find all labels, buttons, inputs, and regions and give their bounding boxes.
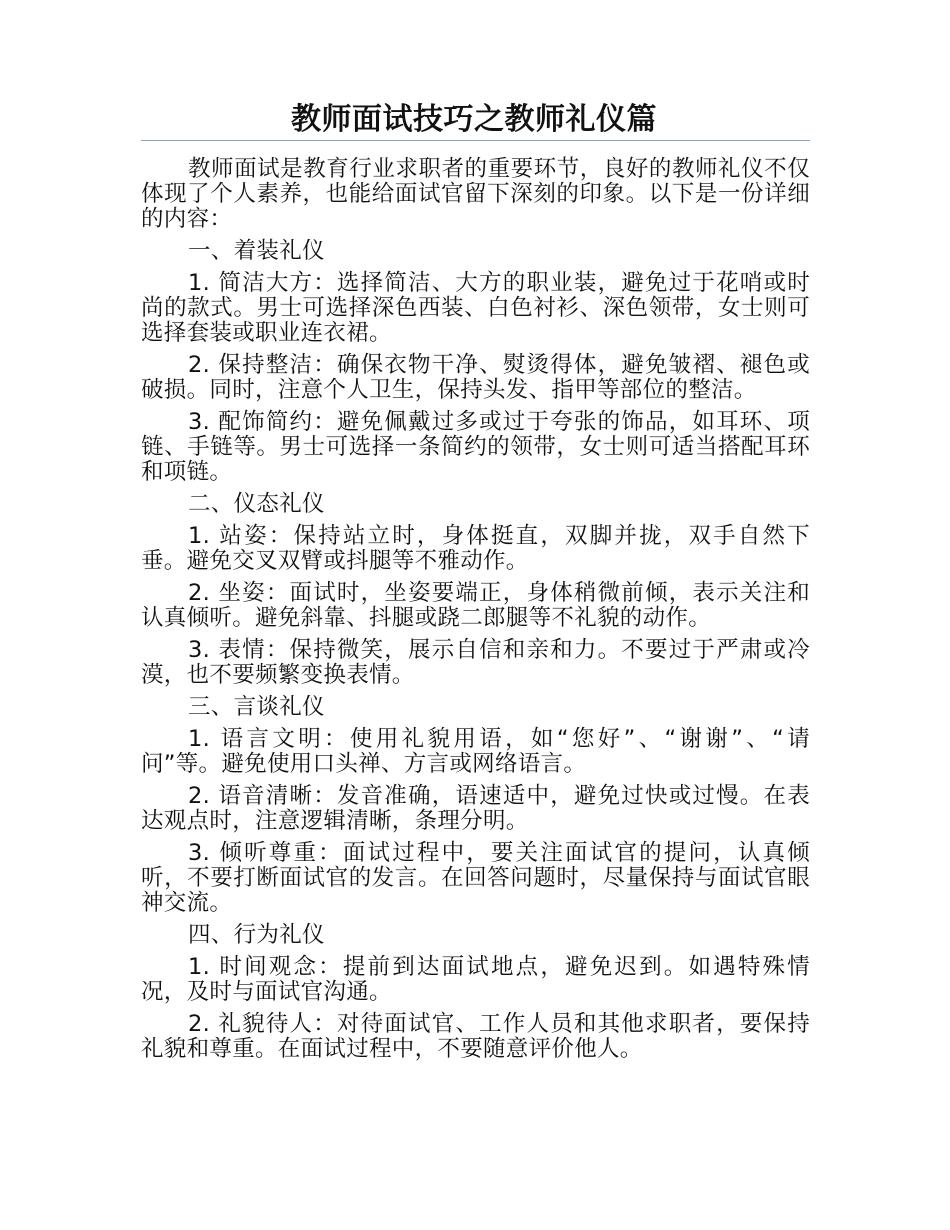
document-page <box>141 100 810 1069</box>
behavior-item-1: 1. 时间观念：提前到达面试地点，避免迟到。如遇特殊情况，及时与面试官沟通。 <box>141 954 810 1005</box>
posture-item-1: 1. 站姿：保持站立时，身体挺直，双脚并拢，双手自然下垂。避免交叉双臂或抖腿等不雅动作。 <box>141 523 810 574</box>
section-heading-speech: 三、言谈礼仪 <box>188 694 325 720</box>
speech-item-2: 2. 语音清晰：发音准确，语速适中，避免过快或过慢。在表达观点时，注意逻辑清晰，条理分明。 <box>141 783 810 834</box>
behavior-item-2: 2. 礼貌待人：对待面试官、工作人员和其他求职者，要保持礼貌和尊重。在面试过程中，不要随意评价他人。 <box>141 1011 810 1062</box>
posture-item-3: 3. 表情：保持微笑，展示自信和亲和力。不要过于严肃或冷漠，也不要频繁变换表情。 <box>141 637 810 688</box>
section-heading-dress: 一、着装礼仪 <box>188 238 325 264</box>
speech-item-3: 3. 倾听尊重：面试过程中，要关注面试官的提问，认真倾听，不要打断面试官的发言。在回答问题时，尽量保持与面试官眼神交流。 <box>141 840 810 916</box>
speech-item-1: 1. 语言文明：使用礼貌用语，如“您好”、“谢谢”、“请问”等。避免使用口头禅、方言或网络语言。 <box>141 726 810 777</box>
posture-item-2: 2. 坐姿：面试时，坐姿要端正，身体稍微前倾，表示关注和认真倾听。避免斜靠、抖腿或跷二郎腿等不礼貌的动作。 <box>141 580 810 631</box>
title-underline <box>141 140 810 141</box>
intro-paragraph: 教师面试是教育行业求职者的重要环节，良好的教师礼仪不仅体现了个人素养，也能给面试官留下深刻的印象。以下是一份详细的内容： <box>141 156 810 232</box>
dress-item-2: 2. 保持整洁：确保衣物干净、熨烫得体，避免皱褶、褪色或破损。同时，注意个人卫生，保持头发、指甲等部位的整洁。 <box>141 352 810 403</box>
section-heading-posture: 二、仪态礼仪 <box>188 491 325 517</box>
dress-item-3: 3. 配饰简约：避免佩戴过多或过于夸张的饰品，如耳环、项链、手链等。男士可选择一条简约的领带，女士则可适当搭配耳环和项链。 <box>141 409 810 485</box>
document-title: 教师面试技巧之教师礼仪篇 <box>291 102 657 137</box>
dress-item-1: 1. 简洁大方：选择简洁、大方的职业装，避免过于花哨或时尚的款式。男士可选择深色西装、白色衬衫、深色领带，女士则可选择套装或职业连衣裙。 <box>141 270 810 346</box>
section-heading-behavior: 四、行为礼仪 <box>188 922 325 948</box>
